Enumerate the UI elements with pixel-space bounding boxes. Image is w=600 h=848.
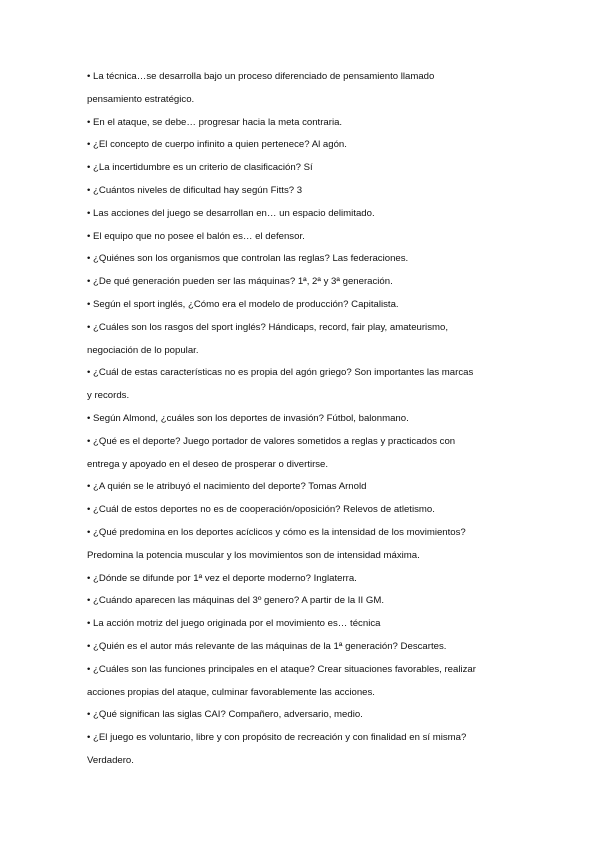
text-line: • ¿El concepto de cuerpo infinito a quien pertenece? Al agón. <box>87 139 347 151</box>
list-item <box>87 590 507 613</box>
list-item <box>87 476 507 499</box>
text-line: entrega y apoyado en el deseo de prosperar o divertirse. <box>87 458 329 470</box>
text-line: • ¿Cuántos niveles de dificultad hay según Fitts? 3 <box>87 184 303 196</box>
list-item <box>87 134 507 157</box>
list-item <box>87 408 507 431</box>
text-line: • Según Almond, ¿cuáles son los deportes de invasión? Fútbol, balonmano. <box>87 412 409 424</box>
list-item <box>87 112 507 135</box>
list-item <box>87 613 507 636</box>
text-line: • ¿Dónde se difunde por 1ª vez el deporte moderno? Inglaterra. <box>87 572 357 584</box>
text-line: Predomina la potencia muscular y los movimientos son de intensidad máxima. <box>87 549 420 561</box>
list-item <box>87 294 507 317</box>
text-line: • ¿Cuándo aparecen las máquinas del 3º genero? A partir de la II GM. <box>87 595 384 607</box>
list-item <box>87 704 507 727</box>
text-line: • ¿Qué predomina en los deportes acíclicos y cómo es la intensidad de los movimientos? <box>87 526 466 538</box>
list-item <box>87 636 507 659</box>
text-line: • ¿Cuál de estas características no es propia del agón griego? Son importantes las marcas <box>87 367 474 379</box>
text-line: • ¿Cuáles son las funciones principales en el ataque? Crear situaciones favorables, realizar <box>87 663 476 675</box>
text-line: Verdadero. <box>87 754 134 766</box>
text-line: negociación de lo popular. <box>87 344 199 356</box>
list-item <box>87 66 507 112</box>
text-line: • ¿La incertidumbre es un criterio de clasificación? Sí <box>87 162 313 174</box>
list-item <box>87 362 507 408</box>
list-item <box>87 568 507 591</box>
list-item <box>87 317 507 363</box>
text-line: • ¿Cuál de estos deportes no es de cooperación/oposición? Relevos de atletismo. <box>87 504 435 516</box>
text-line: • El equipo que no posee el balón es… el defensor. <box>87 230 305 242</box>
text-line: acciones propias del ataque, culminar favorablemente las acciones. <box>87 686 375 698</box>
text-line: • En el ataque, se debe… progresar hacia la meta contraria. <box>87 116 343 128</box>
text-line: • La técnica…se desarrolla bajo un proceso diferenciado de pensamiento llamado <box>87 71 435 82</box>
list-item <box>87 226 507 249</box>
text-line: • Según el sport inglés, ¿Cómo era el modelo de producción? Capitalista. <box>87 298 399 310</box>
text-line: • La acción motriz del juego originada por el movimiento es… técnica <box>87 618 381 630</box>
list-item <box>87 271 507 294</box>
list-item <box>87 431 507 477</box>
text-line: • ¿Qué significan las siglas CAI? Compañero, adversario, medio. <box>87 709 363 721</box>
list-item <box>87 499 507 522</box>
text-line: • ¿De qué generación pueden ser las máquinas? 1ª, 2ª y 3ª generación. <box>87 276 393 288</box>
text-line: • ¿Cuáles son los rasgos del sport inglés? Hándicaps, record, fair play, amateurismo, <box>87 321 448 333</box>
list-item <box>87 203 507 226</box>
list-item <box>87 522 507 568</box>
text-line: • ¿A quién se le atribuyó el nacimiento del deporte? Tomas Arnold <box>87 481 367 493</box>
list-item <box>87 727 507 773</box>
list-item <box>87 157 507 180</box>
list-item <box>87 659 507 705</box>
text-line: • ¿El juego es voluntario, libre y con propósito de recreación y con finalidad en sí misma? <box>87 732 467 744</box>
text-line: • Las acciones del juego se desarrollan en… un espacio delimitado. <box>87 207 375 219</box>
text-line: • ¿Qué es el deporte? Juego portador de valores sometidos a reglas y practicados con <box>87 435 456 447</box>
text-line: y records. <box>87 390 130 402</box>
text-line: • ¿Quién es el autor más relevante de las máquinas de la 1ª generación? Descartes. <box>87 640 447 652</box>
list-item <box>87 180 507 203</box>
text-line: • ¿Quiénes son los organismos que controlan las reglas? Las federaciones. <box>87 253 409 265</box>
question-list <box>87 66 507 773</box>
text-line: pensamiento estratégico. <box>87 93 195 105</box>
list-item <box>87 248 507 271</box>
